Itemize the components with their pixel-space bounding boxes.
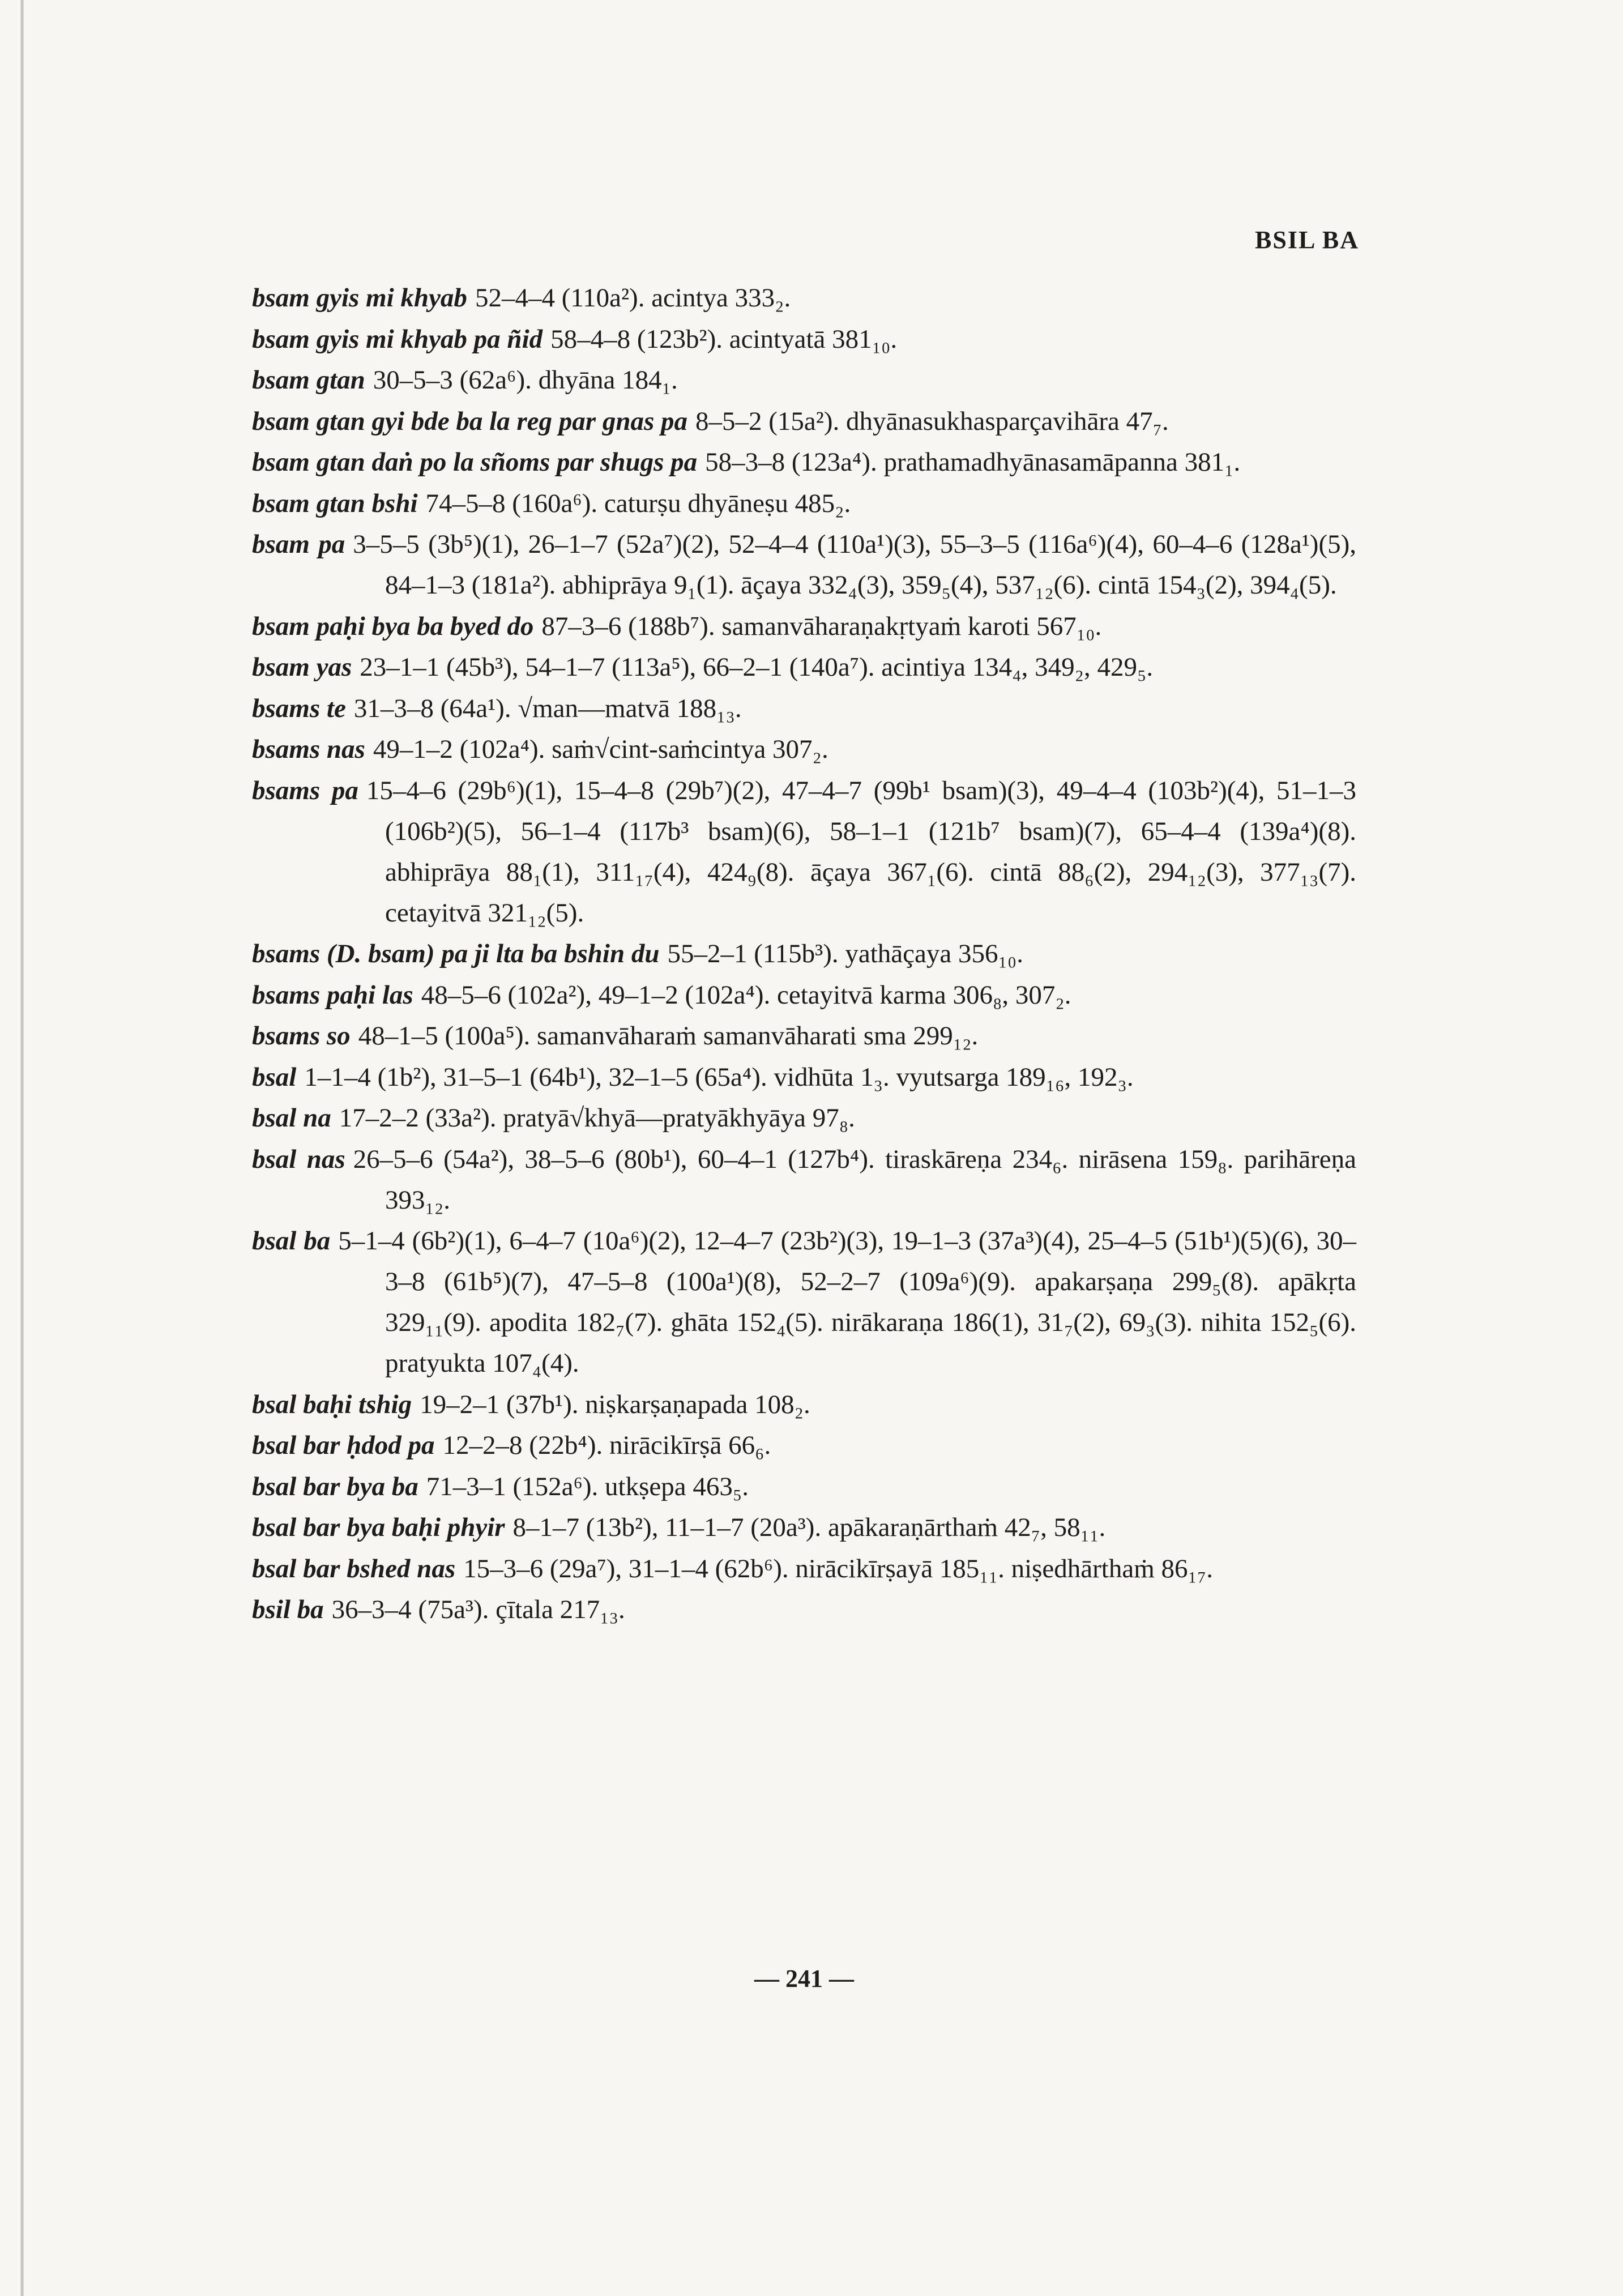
entry-text: 58–3–8 (123a⁴). prathamadhyānasamāpanna 381₁. <box>705 447 1241 477</box>
dictionary-entry <box>252 1057 1356 1098</box>
entry-headword: bsal bar bya baḥi phyir <box>252 1513 505 1542</box>
entry-headword: bsal bar ḥdod pa <box>252 1431 435 1460</box>
entry-headword: bsam paḥi bya ba byed do <box>252 611 534 641</box>
entry-headword: bsam gyis mi khyab <box>252 283 467 313</box>
entry-text: 74–5–8 (160a⁶). caturṣu dhyāneṣu 485₂. <box>425 488 851 518</box>
entry-headword: bsam gyis mi khyab pa ñid <box>252 324 543 354</box>
dictionary-entry <box>252 1139 1356 1220</box>
dictionary-entry <box>252 1220 1356 1384</box>
entry-text: 30–5–3 (62a⁶). dhyāna 184₁. <box>373 365 678 395</box>
page-number: — 241 — <box>754 1965 854 1992</box>
entry-text: 12–2–8 (22b⁴). nirācikīrṣā 66₆. <box>442 1431 771 1460</box>
entry-text: 15–4–6 (29b⁶)(1), 15–4–8 (29b⁷)(2), 47–4–7 (99b¹ bsam)(3), 49–4–4 (103b²)(4), 51–1–3 (106b²)(5), 56–1–4 (117b³ bsam)(6), 58–1–1 (121b⁷ bsam)(7), 65–4–4 (139a⁴)(8). abhiprāya 88₁(1), 311₁₇(4), 424₉(8). āçaya 367₁(6). cintā 88₆(2), 294₁₂(3), 377₁₃(7). cetayitvā 321₁₂(5). <box>366 775 1357 928</box>
book-spine-edge <box>20 0 24 2296</box>
dictionary-entry <box>252 442 1356 483</box>
entry-text: 87–3–6 (188b⁷). samanvāharaṇakṛtyaṁ karoti 567₁₀. <box>541 611 1102 641</box>
dictionary-entry <box>252 483 1356 524</box>
entry-headword: bsal baḥi tshig <box>252 1389 412 1419</box>
dictionary-entry <box>252 688 1356 729</box>
entry-text: 3–5–5 (3b⁵)(1), 26–1–7 (52a⁷)(2), 52–4–4 (110a¹)(3), 55–3–5 (116a⁶)(4), 60–4–6 (128a¹)(5), 84–1–3 (181a²). abhiprāya 9₁(1). āçaya 332₄(3), 359₅(4), 537₁₂(6). cintā 154₃(2), 394₄(5). <box>353 530 1356 600</box>
entry-headword: bsam yas <box>252 652 352 682</box>
entry-headword: bsal bar bshed nas <box>252 1554 456 1584</box>
entry-headword: bsam gtan gyi bde ba la reg par gnas pa <box>252 406 688 436</box>
entry-text: 1–1–4 (1b²), 31–5–1 (64b¹), 32–1–5 (65a⁴). vidhūta 1₃. vyutsarga 189₁₆, 192₃. <box>304 1062 1134 1092</box>
entry-headword: bsams te <box>252 693 346 723</box>
entry-text: 8–1–7 (13b²), 11–1–7 (20a³). apākaraṇārthaṁ 42₇, 58₁₁. <box>512 1513 1106 1542</box>
entry-text: 26–5–6 (54a²), 38–5–6 (80b¹), 60–4–1 (127b⁴). tiraskāreṇa 234₆. nirāsena 159₈. parihāreṇa 393₁₂. <box>353 1144 1356 1215</box>
dictionary-entry <box>252 1015 1356 1056</box>
dictionary-entry <box>252 524 1356 605</box>
dictionary-entries <box>252 278 1356 1631</box>
entry-text: 19–2–1 (37b¹). niṣkarṣaṇapada 108₂. <box>420 1389 810 1419</box>
entry-text: 8–5–2 (15a²). dhyānasukhasparçavihāra 47₇. <box>695 406 1169 436</box>
entry-headword: bsam gtan <box>252 365 365 395</box>
dictionary-entry <box>252 729 1356 770</box>
entry-headword: bsal <box>252 1062 297 1092</box>
dictionary-entry <box>252 1098 1356 1138</box>
entry-headword: bsam gtan daṅ po la sñoms par shugs pa <box>252 447 698 477</box>
dictionary-entry <box>252 1507 1356 1548</box>
entry-headword: bsams nas <box>252 735 365 764</box>
entry-headword: bsal na <box>252 1103 331 1133</box>
entry-headword: bsams so <box>252 1021 351 1051</box>
dictionary-entry <box>252 1425 1356 1466</box>
running-head: BSIL BA <box>1255 226 1359 254</box>
entry-text: 5–1–4 (6b²)(1), 6–4–7 (10a⁶)(2), 12–4–7 (23b²)(3), 19–1–3 (37a³)(4), 25–4–5 (51b¹)(5)(6), 30–3–8 (61b⁵)(7), 47–5–8 (100a¹)(8), 52–2–7 (109a⁶)(9). apakarṣaṇa 299₅(8). apākṛta 329₁₁(9). apodita 182₇(7). ghāta 152₄(5). nirākaraṇa 186(1), 31₇(2), 69₃(3). nihita 152₅(6). pratyukta 107₄(4). <box>338 1226 1356 1378</box>
entry-text: 36–3–4 (75a³). çītala 217₁₃. <box>331 1595 625 1624</box>
entry-text: 58–4–8 (123b²). acintyatā 381₁₀. <box>550 324 898 354</box>
entry-text: 71–3–1 (152a⁶). utkṣepa 463₅. <box>426 1471 749 1501</box>
entry-text: 17–2–2 (33a²). pratyā√khyā—pratyākhyāya 97₈. <box>339 1103 855 1133</box>
dictionary-entry <box>252 975 1356 1015</box>
dictionary-entry <box>252 1589 1356 1630</box>
entry-headword: bsams pa <box>252 775 358 805</box>
dictionary-entry <box>252 401 1356 442</box>
entry-text: 52–4–4 (110a²). acintya 333₂. <box>475 283 791 313</box>
entry-headword: bsams paḥi las <box>252 980 413 1010</box>
entry-headword: bsal ba <box>252 1226 331 1256</box>
entry-text: 15–3–6 (29a⁷), 31–1–4 (62b⁶). nirācikīrṣayā 185₁₁. niṣedhārthaṁ 86₁₇. <box>463 1554 1214 1584</box>
dictionary-entry <box>252 1548 1356 1589</box>
dictionary-entry <box>252 319 1356 360</box>
entry-headword: bsil ba <box>252 1595 324 1624</box>
dictionary-entry <box>252 1384 1356 1425</box>
entry-headword: bsal bar bya ba <box>252 1471 418 1501</box>
dictionary-entry <box>252 770 1356 933</box>
dictionary-entry <box>252 1466 1356 1507</box>
dictionary-entry <box>252 360 1356 400</box>
entry-headword: bsal nas <box>252 1144 345 1174</box>
dictionary-entry <box>252 606 1356 647</box>
dictionary-entry <box>252 278 1356 318</box>
dictionary-entry <box>252 933 1356 974</box>
dictionary-entry <box>252 647 1356 688</box>
entry-headword: bsam pa <box>252 530 345 559</box>
entry-headword: bsams (D. bsam) pa ji lta ba bshin du <box>252 939 660 968</box>
entry-text: 23–1–1 (45b³), 54–1–7 (113a⁵), 66–2–1 (140a⁷). acintiya 134₄, 349₂, 429₅. <box>360 652 1154 682</box>
entry-text: 49–1–2 (102a⁴). saṁ√cint-saṁcintya 307₂. <box>373 735 828 764</box>
entry-headword: bsam gtan bshi <box>252 488 418 518</box>
entry-text: 48–5–6 (102a²), 49–1–2 (102a⁴). cetayitvā karma 306₈, 307₂. <box>421 980 1071 1010</box>
entry-text: 48–1–5 (100a⁵). samanvāharaṁ samanvāharati sma 299₁₂. <box>358 1021 979 1051</box>
entry-text: 31–3–8 (64a¹). √man—matvā 188₁₃. <box>353 693 742 723</box>
entry-text: 55–2–1 (115b³). yathāçaya 356₁₀. <box>667 939 1024 968</box>
